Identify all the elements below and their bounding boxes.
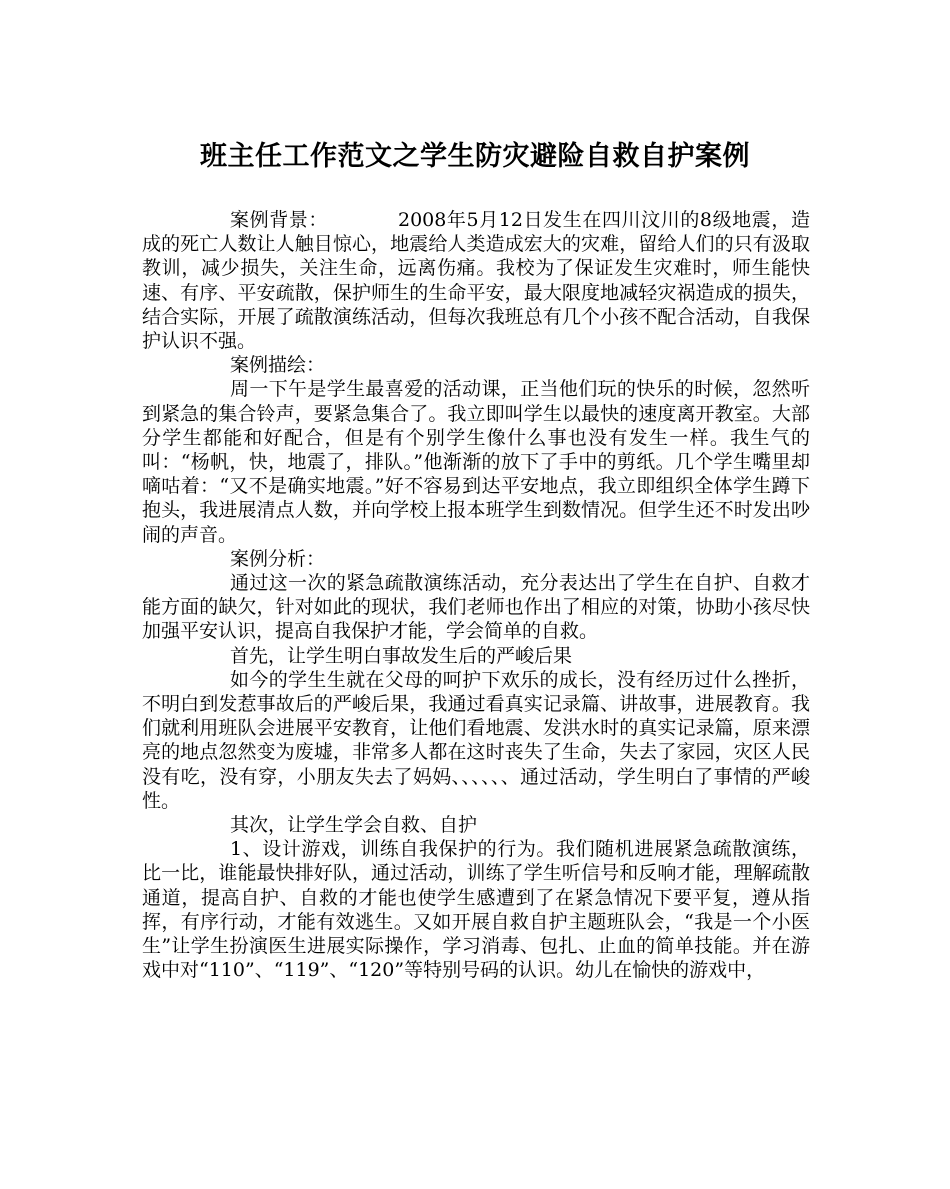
paragraph-heading-description: 案例描绘：	[230, 354, 326, 377]
paragraph-label: 案例背景：	[230, 209, 328, 231]
paragraph-first: 如今的学生生就在父母的呵护下欢乐的成长，没有经历过什么挫折，不明白到发惹事故后的严峻后果，我通过看真实记录篇、讲故事，进展教育。我们就利用班队会进展平安教育，让他们看地震、发洪水时的真实记录篇，原来漂亮的地点忽然变为废墟，非常多人都在这时丧失了生命，失去了家园，灾区人民没有吃，没有穿，小朋友失去了妈妈、、、、、、通过活动，学生明白了事情的严峻性。	[142, 668, 810, 812]
paragraph-heading-second: 其次，让学生学会自救、自护	[230, 814, 478, 837]
document-body	[142, 208, 810, 983]
paragraph-background	[142, 208, 810, 353]
paragraph-text: 2008年5月12日发生在四川汶川的8级地震，造成的死亡人数让人触目惊心，地震给人类造成宏大的灾难，留给人们的只有汲取教训，减少损失，关注生命，远离伤痛。我校为了保证发生灾难时，师生能快速、有序、平安疏散，保护师生的生命平安，最大限度地减轻灾祸造成的损失，结合实际，开展了疏散演练活动，但每次我班总有几个小孩不配合活动，自我保护认识不强。	[142, 209, 810, 353]
paragraph-analysis: 通过这一次的紧急疏散演练活动，充分表达出了学生在自护、自救才能方面的缺欠，针对如此的现状，我们老师也作出了相应的对策，协助小孩尽快加强平安认识，提高自我保护才能，学会简单的自救。	[142, 572, 810, 643]
paragraph-heading-first: 首先，让学生明白事故发生后的严峻后果	[230, 644, 573, 667]
paragraph-description: 周一下午是学生最喜爱的活动课，正当他们玩的快乐的时候，忽然听到紧急的集合铃声，要紧急集合了。我立即叫学生以最快的速度离开教室。大部分学生都能和好配合，但是有个别学生像什么事也没有发生一样。我生气的叫：“杨帆，快，地震了，排队。”他渐渐的放下了手中的剪纸。几个学生嘴里却嘀咕着：“又不是确实地震。”好不容易到达平安地点，我立即组织全体学生蹲下抱头，我进展清点人数，并向学校上报本班学生到数情况。但学生还不时发出吵闹的声音。	[142, 378, 810, 546]
paragraph-heading-analysis: 案例分析：	[230, 547, 326, 570]
document-title: 班主任工作范文之学生防灾避险自救自护案例	[200, 141, 750, 172]
paragraph-second: 1、设计游戏，训练自我保护的行为。我们随机进展紧急疏散演练，比一比，谁能最快排好队，通过活动，训练了学生听信号和反响才能，理解疏散通道，提高自护、自救的才能也使学生感遭到了在紧急情况下要平复，遵从指挥，有序行动，才能有效逃生。又如开展自救自护主题班队会，“我是一个小医生”让学生扮演医生进展实际操作，学习消毒、包扎、止血的简单技能。并在游戏中对“110”、“119”、“120”等特别号码的认识。幼儿在愉快的游戏中，	[142, 838, 810, 982]
